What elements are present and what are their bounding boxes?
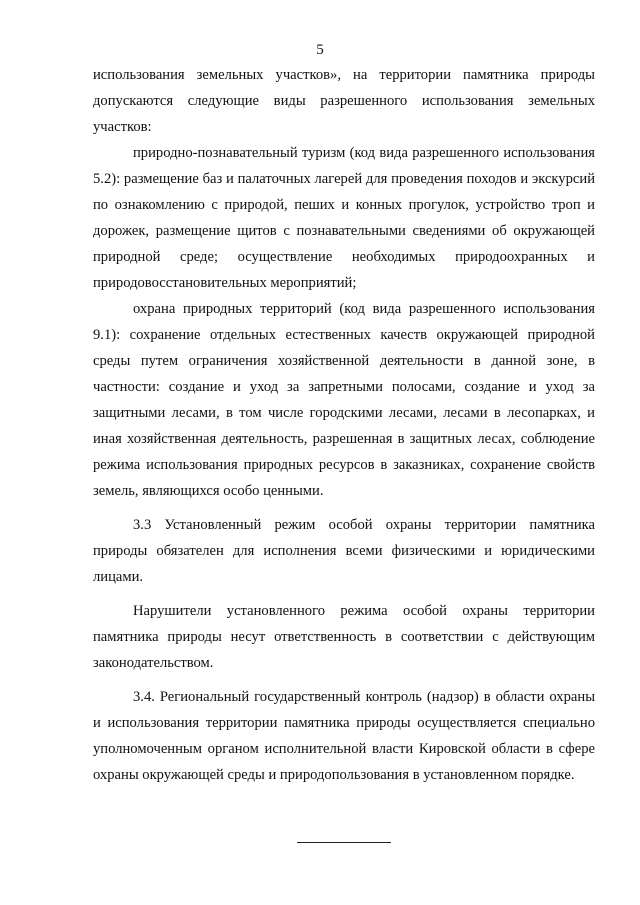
page-number: 5 (316, 42, 324, 58)
paragraph-nature-protection: охрана природных территорий (код вида разрешенного использования 9.1): сохранение отдельных естественных качеств окружающей природной среды путем ограничения хозяйственной деятельности в данной зоне, в частности: создание и уход за запретными полосами, создание и уход за защитными лесами, в том числе городскими лесами, лесами в лесопарках, и иная хозяйственная деятельность, разрешенная в защитных лесах, соблюдение режима использования природных ресурсов в заказниках, сохранение свойств земель, являющихся особо ценными. (93, 301, 595, 499)
paragraph-continuation: использования земельных участков», на территории памятника природы допускаются следующие виды разрешенного использования земельных участков: (93, 67, 595, 135)
footer-divider (297, 842, 391, 843)
paragraph-3-4: 3.4. Региональный государственный контроль (надзор) в области охраны и использования территории памятника природы осуществляется специально уполномоченным органом исполнительной власти Кировской области в сфере охраны окружающей среды и природопользования в установленном порядке. (93, 689, 595, 783)
paragraph-3-3: 3.3 Установленный режим особой охраны территории памятника природы обязателен для исполнения всеми физическими и юридическими лицами. (93, 517, 595, 585)
paragraph-tourism: природно-познавательный туризм (код вида разрешенного использования 5.2): размещение баз и палаточных лагерей для проведения походов и экскурсий по ознакомлению с природой, пеших и конных прогулок, устройство троп и дорожек, размещение щитов с познавательными сведениями об окружающей природной среде; осуществление необходимых природоохранных и природовосстановительных мероприятий; (93, 145, 595, 291)
paragraph-violators: Нарушители установленного режима особой охраны территории памятника природы несут ответственность в соответствии с действующим законодательством. (93, 603, 595, 671)
document-body (93, 62, 595, 788)
